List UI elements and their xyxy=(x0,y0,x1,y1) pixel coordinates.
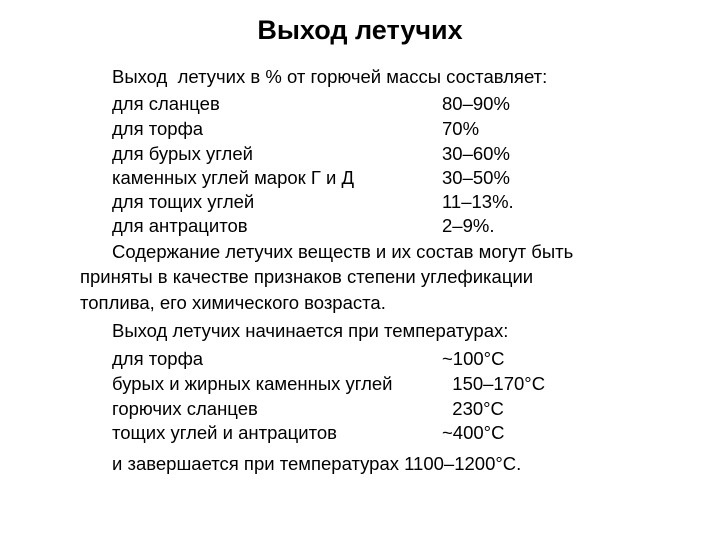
temp-row-oil-shale xyxy=(112,397,632,421)
temp-label: тощих углей и антрацитов xyxy=(112,422,337,443)
yield-value: 80–90% xyxy=(442,93,510,114)
yield-value: 70% xyxy=(442,118,480,139)
yield-value: 30–60% xyxy=(442,143,510,164)
paragraph-line: приняты в качестве признаков степени углефикации xyxy=(80,266,534,287)
temp-value: ~400°С xyxy=(442,422,505,443)
yield-row-hard-coal xyxy=(112,166,632,190)
yield-label: для бурых углей xyxy=(112,143,253,164)
yield-label: для тощих углей xyxy=(112,191,255,212)
paragraph-line: Содержание летучих веществ и их состав могут быть xyxy=(112,241,574,262)
temp-label: бурых и жирных каменных углей xyxy=(112,373,393,394)
intro-text: Выход летучих в % от горючей массы составляет: xyxy=(112,66,548,87)
page-title: Выход летучих xyxy=(257,15,463,45)
yield-row-anthracite xyxy=(112,214,632,238)
yield-row-brown-coal xyxy=(112,142,632,166)
yield-value: 30–50% xyxy=(442,167,510,188)
yield-label: для антрацитов xyxy=(112,215,248,236)
temp-label: горючих сланцев xyxy=(112,398,258,419)
temp-value: ~100°С xyxy=(442,348,505,369)
temp-label: для торфа xyxy=(112,348,204,369)
start-intro-text: Выход летучих начинается при температурах: xyxy=(112,320,509,341)
yield-value: 2–9%. xyxy=(442,215,495,236)
yield-label: для сланцев xyxy=(112,93,220,114)
temp-row-lean-coal xyxy=(112,421,632,445)
yield-row-peat xyxy=(112,117,632,141)
paragraph-line: топлива, его химического возраста. xyxy=(80,292,386,313)
yield-row-lean-coal xyxy=(112,190,632,214)
temp-value: 230°С xyxy=(442,398,504,419)
yield-row-shale xyxy=(112,92,632,116)
yield-value: 11–13%. xyxy=(442,191,514,212)
end-text: и завершается при температурах 1100–1200°С. xyxy=(112,453,522,474)
temp-row-peat xyxy=(112,347,632,371)
yield-label: каменных углей марок Г и Д xyxy=(112,167,355,188)
temp-row-brown-coal xyxy=(112,372,632,396)
temp-value: 150–170°С xyxy=(442,373,546,394)
yield-label: для торфа xyxy=(112,118,204,139)
